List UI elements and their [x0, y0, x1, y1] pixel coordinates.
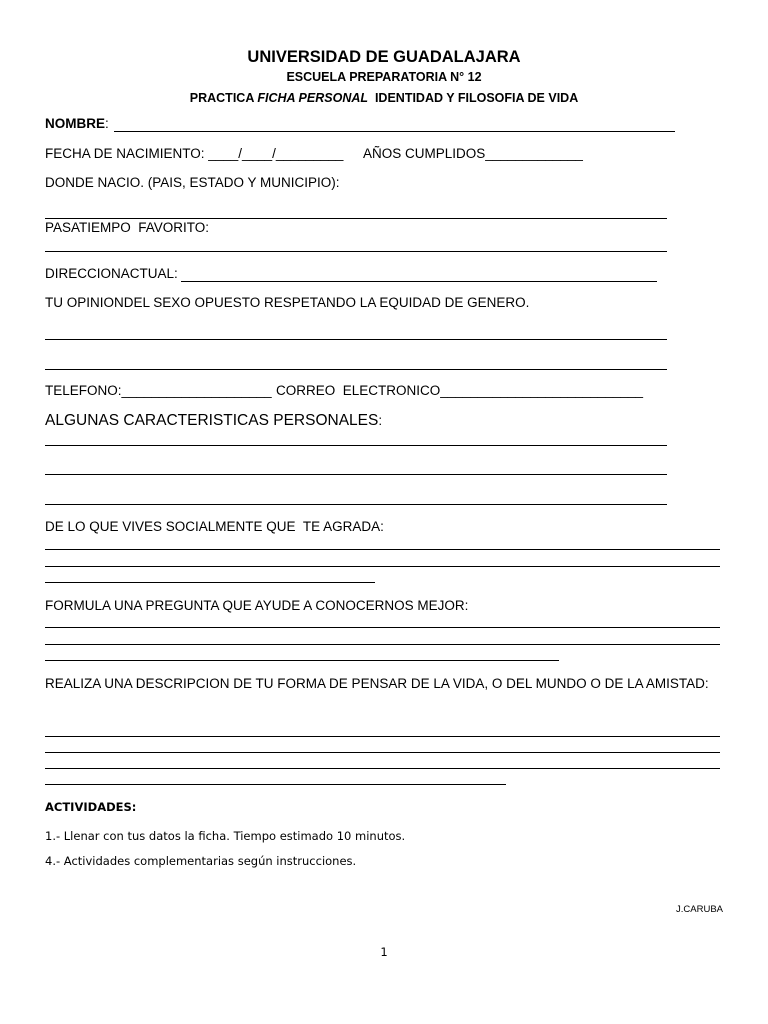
pregunta-line-1[interactable] [45, 627, 720, 628]
nombre-label-text: NOMBRE [45, 116, 105, 131]
pregunta-line-2[interactable] [45, 644, 720, 645]
school-subtitle: ESCUELA PREPARATORIA N° 12 [286, 70, 482, 84]
pasatiempo-label: PASATIEMPO FAVORITO: [45, 220, 210, 235]
caracteristicas-colon: : [378, 413, 383, 428]
agrada-label: DE LO QUE VIVES SOCIALMENTE QUE TE AGRADA: [45, 519, 384, 534]
pasatiempo-line[interactable] [45, 251, 667, 252]
nombre-colon: : [105, 116, 113, 131]
author-signature: J.CARUBA [676, 904, 723, 915]
nombre-field-line[interactable] [114, 131, 675, 132]
actividad-item-1: 1.- Llenar con tus datos la ficha. Tiempo estimado 10 minutos. [45, 829, 406, 843]
donde-nacio-line[interactable] [45, 218, 667, 219]
page-number: 1 [380, 945, 388, 959]
opinion-label: TU OPINIONDEL SEXO OPUESTO RESPETANDO LA EQUIDAD DE GENERO. [45, 295, 530, 310]
caracteristicas-line-2[interactable] [45, 474, 667, 475]
opinion-line-1[interactable] [45, 339, 667, 340]
descripcion-label: REALIZA UNA DESCRIPCION DE TU FORMA DE PENSAR DE LA VIDA, O DEL MUNDO O DE LA AMISTAD: [45, 676, 709, 691]
descripcion-line-3[interactable] [45, 768, 720, 769]
caracteristicas-line-3[interactable] [45, 504, 667, 505]
caracteristicas-line-1[interactable] [45, 445, 667, 446]
actividad-item-2: 4.- Actividades complementarias según instrucciones. [45, 854, 357, 868]
direccion-line[interactable] [181, 281, 657, 282]
practice-suffix: IDENTIDAD Y FILOSOFIA DE VIDA [368, 91, 579, 105]
fecha-nacimiento-label: FECHA DE NACIMIENTO: ____/____/_________ [45, 146, 344, 161]
descripcion-line-4[interactable] [45, 784, 506, 785]
actividades-heading: ACTIVIDADES: [45, 800, 137, 814]
agrada-line-3[interactable] [45, 582, 375, 583]
anos-cumplidos-label: AÑOS CUMPLIDOS_____________ [363, 146, 583, 161]
university-title: UNIVERSIDAD DE GUADALAJARA [247, 48, 521, 66]
caracteristicas-text: ALGUNAS CARACTERISTICAS PERSONALES [45, 412, 379, 429]
descripcion-line-1[interactable] [45, 736, 720, 737]
correo-label: CORREO ELECTRONICO___________________________ [276, 383, 643, 398]
direccion-label: DIRECCIONACTUAL: [45, 266, 178, 281]
pregunta-label: FORMULA UNA PREGUNTA QUE AYUDE A CONOCERNOS MEJOR: [45, 598, 469, 613]
agrada-line-1[interactable] [45, 549, 720, 550]
caracteristicas-label [45, 412, 382, 430]
practice-title [0, 91, 768, 105]
agrada-line-2[interactable] [45, 566, 720, 567]
descripcion-line-2[interactable] [45, 752, 720, 753]
opinion-line-2[interactable] [45, 369, 667, 370]
donde-nacio-label: DONDE NACIO. (PAIS, ESTADO Y MUNICIPIO): [45, 175, 340, 190]
practice-prefix: PRACTICA [189, 91, 258, 105]
nombre-label [45, 116, 113, 131]
pregunta-line-3[interactable] [45, 660, 559, 661]
telefono-label: TELEFONO:____________________ [45, 383, 272, 398]
practice-italic: FICHA PERSONAL [257, 91, 369, 105]
